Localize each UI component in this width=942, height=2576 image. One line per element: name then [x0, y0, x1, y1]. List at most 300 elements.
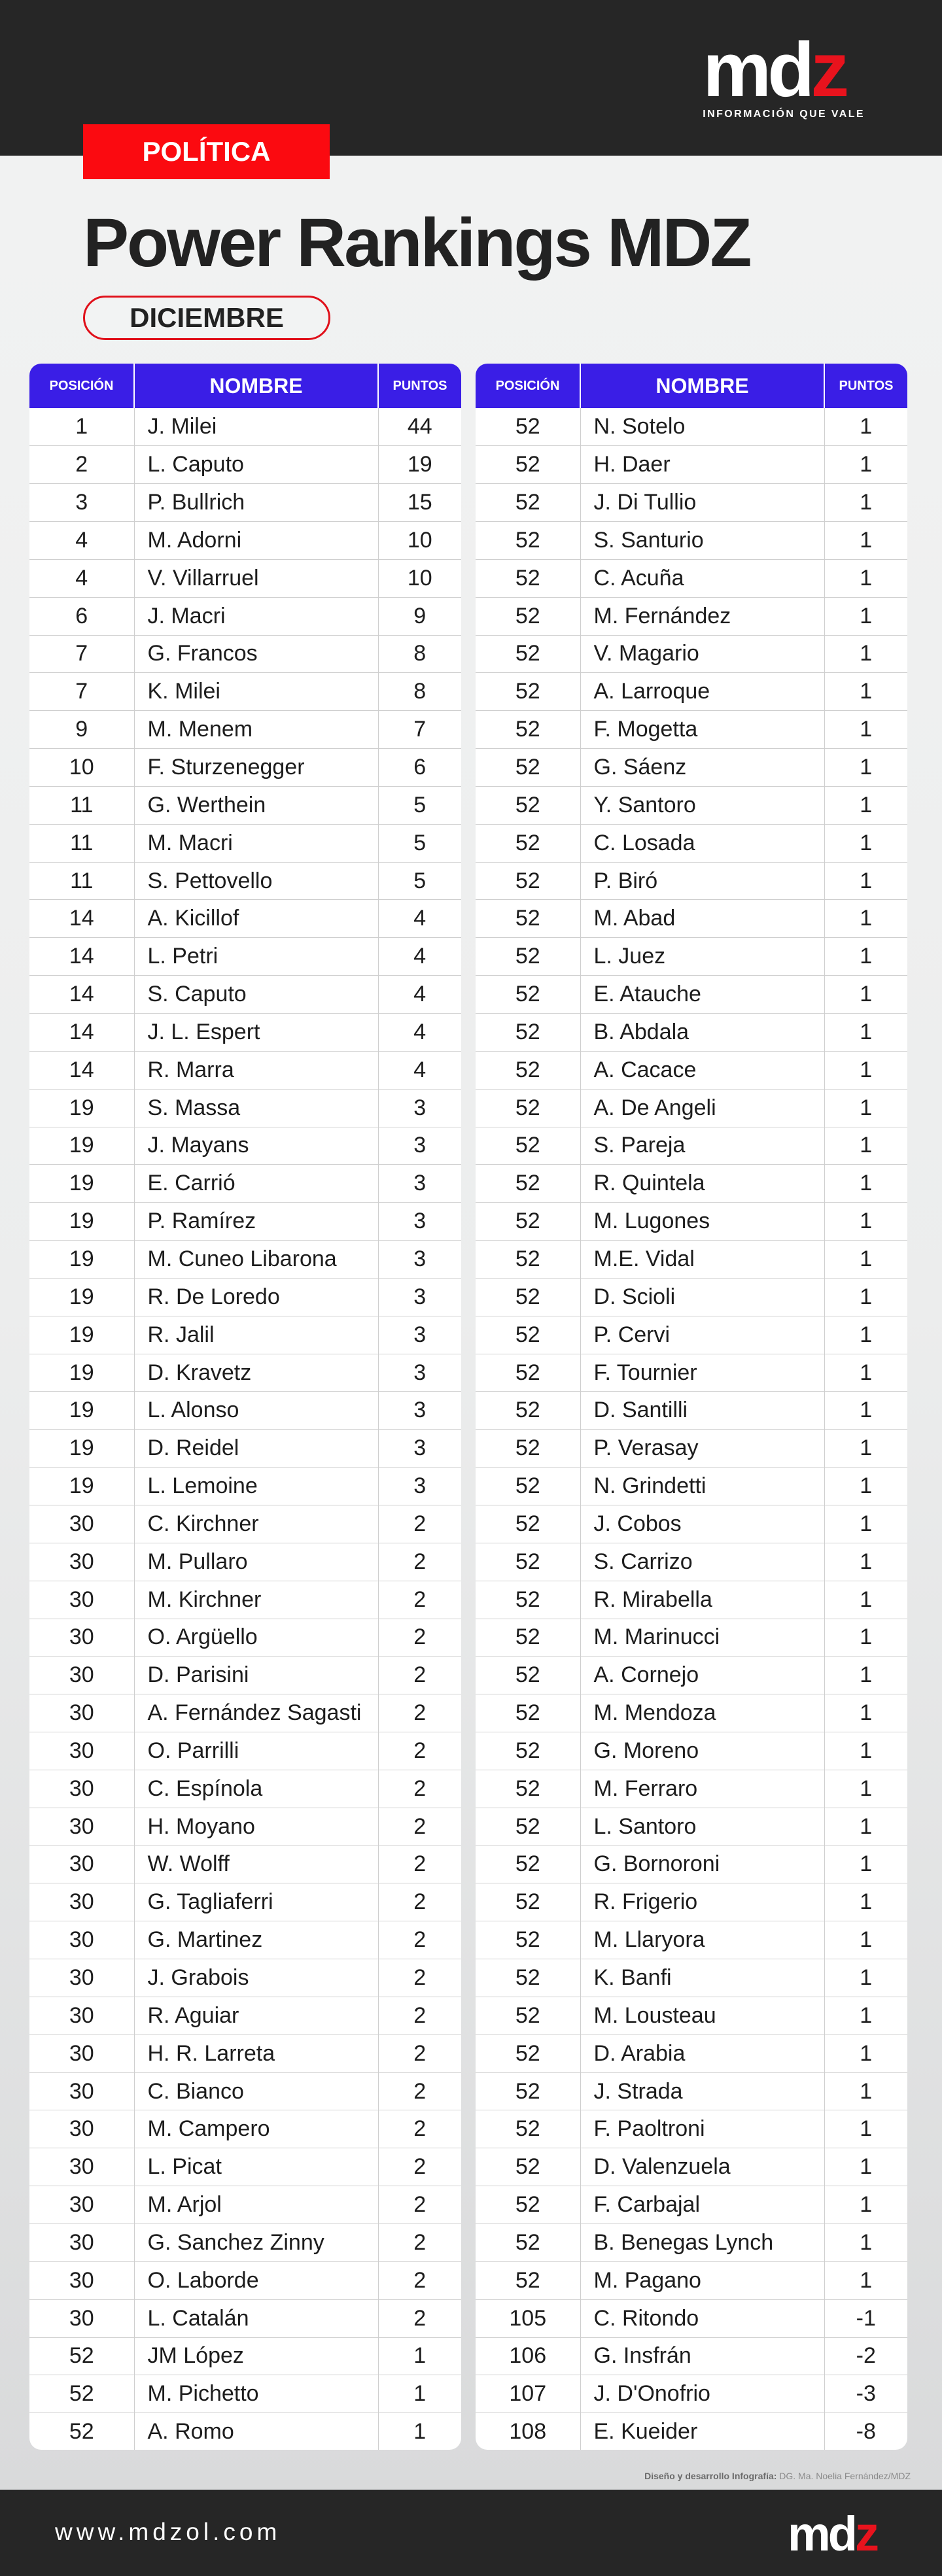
position-cell: 30 [29, 2261, 134, 2299]
name-cell: D. Santilli [580, 1392, 824, 1430]
table-row [29, 2224, 461, 2262]
points-cell: 1 [824, 1619, 907, 1657]
credit-name: DG. Ma. Noelia Fernández/MDZ [779, 2471, 911, 2481]
position-cell: 30 [29, 1808, 134, 1846]
points-cell: 2 [378, 1959, 461, 1997]
table-row [29, 1619, 461, 1657]
points-cell: 2 [378, 2110, 461, 2148]
position-cell: 30 [29, 2110, 134, 2148]
table-row [476, 1430, 907, 1468]
name-cell: W. Wolff [134, 1846, 378, 1883]
table-row [476, 1127, 907, 1165]
table-row [476, 1354, 907, 1392]
name-cell: M. Kirchner [134, 1581, 378, 1619]
table-row [476, 484, 907, 522]
position-cell: 52 [476, 1808, 580, 1846]
name-cell: A. Kicillof [134, 900, 378, 938]
points-cell: 1 [824, 938, 907, 976]
position-cell: 52 [476, 1883, 580, 1921]
table-row [29, 1203, 461, 1241]
position-cell: 52 [476, 1959, 580, 1997]
name-cell: H. Moyano [134, 1808, 378, 1846]
name-cell: J. Grabois [134, 1959, 378, 1997]
name-cell: G. Francos [134, 635, 378, 673]
position-cell: 52 [476, 1543, 580, 1581]
name-cell: L. Picat [134, 2148, 378, 2186]
name-cell: M. Lousteau [580, 1997, 824, 2035]
name-cell: P. Bullrich [134, 484, 378, 522]
points-cell: 1 [824, 1278, 907, 1316]
position-cell: 52 [476, 446, 580, 484]
position-cell: 4 [29, 522, 134, 560]
position-cell: 52 [476, 1997, 580, 2035]
points-cell: 4 [378, 1051, 461, 1089]
name-cell: V. Villarruel [134, 559, 378, 597]
position-cell: 30 [29, 2186, 134, 2224]
table-row [476, 522, 907, 560]
table-row [476, 711, 907, 749]
points-cell: 1 [824, 1203, 907, 1241]
points-cell: 1 [824, 2261, 907, 2299]
position-cell: 30 [29, 1959, 134, 1997]
table-row [476, 1241, 907, 1279]
points-cell: 1 [824, 2224, 907, 2262]
name-cell: P. Cervi [580, 1316, 824, 1354]
logo-tagline: INFORMACIÓN QUE VALE [703, 109, 865, 120]
name-cell: D. Scioli [580, 1278, 824, 1316]
table-row [29, 938, 461, 976]
points-cell: 1 [824, 1505, 907, 1543]
name-cell: F. Paoltroni [580, 2110, 824, 2148]
position-cell: 52 [476, 1657, 580, 1694]
table-row [29, 2375, 461, 2413]
name-cell: O. Argüello [134, 1619, 378, 1657]
points-cell: 2 [378, 2299, 461, 2337]
table-row [29, 484, 461, 522]
name-cell: C. Acuña [580, 559, 824, 597]
points-cell: 3 [378, 1354, 461, 1392]
header-position: POSICIÓN [476, 364, 580, 408]
table-row [29, 1657, 461, 1694]
points-cell: -3 [824, 2375, 907, 2413]
position-cell: 52 [476, 1014, 580, 1052]
table-row [476, 976, 907, 1014]
name-cell: M.E. Vidal [580, 1241, 824, 1279]
position-cell: 52 [476, 862, 580, 900]
table-row [29, 1430, 461, 1468]
table-body-left [29, 408, 461, 2450]
points-cell: 2 [378, 2035, 461, 2072]
position-cell: 30 [29, 1694, 134, 1732]
name-cell: A. De Angeli [580, 1089, 824, 1127]
table-row [29, 2261, 461, 2299]
table-row [29, 2299, 461, 2337]
position-cell: 52 [476, 2035, 580, 2072]
name-cell: J. Macri [134, 597, 378, 635]
name-cell: J. Milei [134, 408, 378, 446]
table-row [29, 2413, 461, 2450]
position-cell: 52 [476, 2224, 580, 2262]
position-cell: 19 [29, 1316, 134, 1354]
credit-label: Diseño y desarrollo Infografía: [644, 2471, 777, 2481]
table-row [29, 976, 461, 1014]
ranking-table-left [29, 364, 461, 2450]
name-cell: B. Abdala [580, 1014, 824, 1052]
points-cell: 5 [378, 824, 461, 862]
name-cell: S. Pareja [580, 1127, 824, 1165]
table-row [476, 1051, 907, 1089]
table-row [476, 2413, 907, 2450]
table-row [476, 2186, 907, 2224]
name-cell: D. Parisini [134, 1657, 378, 1694]
position-cell: 52 [476, 938, 580, 976]
name-cell: N. Grindetti [580, 1468, 824, 1505]
table-row [29, 862, 461, 900]
points-cell: 4 [378, 900, 461, 938]
position-cell: 1 [29, 408, 134, 446]
position-cell: 19 [29, 1278, 134, 1316]
table-row [476, 786, 907, 824]
position-cell: 19 [29, 1468, 134, 1505]
table-row [29, 1127, 461, 1165]
name-cell: G. Bornoroni [580, 1846, 824, 1883]
points-cell: 8 [378, 673, 461, 711]
name-cell: F. Carbajal [580, 2186, 824, 2224]
position-cell: 52 [476, 1354, 580, 1392]
position-cell: 52 [476, 1505, 580, 1543]
name-cell: G. Sáenz [580, 749, 824, 787]
position-cell: 14 [29, 1014, 134, 1052]
name-cell: R. Jalil [134, 1316, 378, 1354]
footer-bar [0, 2490, 942, 2576]
position-cell: 52 [476, 1619, 580, 1657]
points-cell: 1 [824, 2186, 907, 2224]
points-cell: 3 [378, 1278, 461, 1316]
table-row [29, 824, 461, 862]
table-row [29, 673, 461, 711]
points-cell: 1 [824, 1430, 907, 1468]
table-row [29, 597, 461, 635]
position-cell: 52 [476, 2110, 580, 2148]
position-cell: 30 [29, 2035, 134, 2072]
table-row [29, 1543, 461, 1581]
name-cell: M. Abad [580, 900, 824, 938]
points-cell: 1 [824, 1808, 907, 1846]
position-cell: 52 [476, 711, 580, 749]
table-row [476, 1089, 907, 1127]
position-cell: 52 [476, 484, 580, 522]
points-cell: 2 [378, 2261, 461, 2299]
table-body-right [476, 408, 907, 2450]
points-cell: 2 [378, 2072, 461, 2110]
position-cell: 52 [476, 1392, 580, 1430]
footer-url-link[interactable]: www.mdzol.com [55, 2518, 281, 2545]
position-cell: 108 [476, 2413, 580, 2450]
points-cell: 1 [824, 1657, 907, 1694]
name-cell: P. Ramírez [134, 1203, 378, 1241]
points-cell: 1 [824, 673, 907, 711]
name-cell: G. Tagliaferri [134, 1883, 378, 1921]
points-cell: 1 [824, 862, 907, 900]
table-row [476, 2072, 907, 2110]
position-cell: 52 [476, 1165, 580, 1203]
position-cell: 52 [476, 2072, 580, 2110]
position-cell: 52 [476, 2261, 580, 2299]
section-tag: POLÍTICA [83, 124, 330, 179]
points-cell: 10 [378, 559, 461, 597]
position-cell: 3 [29, 484, 134, 522]
points-cell: 2 [378, 1505, 461, 1543]
name-cell: C. Ritondo [580, 2299, 824, 2337]
points-cell: 2 [378, 1846, 461, 1883]
table-row [476, 2148, 907, 2186]
position-cell: 52 [476, 1278, 580, 1316]
name-cell: L. Catalán [134, 2299, 378, 2337]
position-cell: 30 [29, 1619, 134, 1657]
position-cell: 52 [476, 976, 580, 1014]
name-cell: M. Mendoza [580, 1694, 824, 1732]
name-cell: J. Di Tullio [580, 484, 824, 522]
table-row [29, 1997, 461, 2035]
table-row [476, 2375, 907, 2413]
position-cell: 14 [29, 938, 134, 976]
position-cell: 11 [29, 786, 134, 824]
position-cell: 6 [29, 597, 134, 635]
footer-logo-accent: z [855, 2507, 877, 2561]
table-row [29, 786, 461, 824]
name-cell: C. Bianco [134, 2072, 378, 2110]
position-cell: 11 [29, 862, 134, 900]
position-cell: 19 [29, 1354, 134, 1392]
points-cell: 2 [378, 1808, 461, 1846]
position-cell: 52 [476, 1127, 580, 1165]
points-cell: 1 [824, 976, 907, 1014]
table-row [29, 1694, 461, 1732]
table-row [29, 2072, 461, 2110]
position-cell: 107 [476, 2375, 580, 2413]
name-cell: S. Santurio [580, 522, 824, 560]
name-cell: M. Llaryora [580, 1921, 824, 1959]
name-cell: G. Martinez [134, 1921, 378, 1959]
points-cell: 1 [824, 1694, 907, 1732]
position-cell: 14 [29, 900, 134, 938]
points-cell: 1 [824, 559, 907, 597]
table-row [476, 1959, 907, 1997]
table-row [29, 522, 461, 560]
position-cell: 2 [29, 446, 134, 484]
table-row [476, 1997, 907, 2035]
position-cell: 52 [476, 559, 580, 597]
name-cell: J. L. Espert [134, 1014, 378, 1052]
points-cell: 3 [378, 1203, 461, 1241]
position-cell: 14 [29, 976, 134, 1014]
name-cell: Y. Santoro [580, 786, 824, 824]
table-row [29, 1921, 461, 1959]
position-cell: 30 [29, 1732, 134, 1770]
logo-main: md [703, 27, 811, 113]
table-row [29, 2337, 461, 2375]
position-cell: 52 [476, 786, 580, 824]
position-cell: 4 [29, 559, 134, 597]
points-cell: 5 [378, 862, 461, 900]
name-cell: A. Cacace [580, 1051, 824, 1089]
name-cell: K. Milei [134, 673, 378, 711]
table-row [476, 2261, 907, 2299]
table-row [29, 1581, 461, 1619]
position-cell: 52 [29, 2337, 134, 2375]
table-row [476, 408, 907, 446]
position-cell: 52 [476, 1468, 580, 1505]
points-cell: 1 [824, 522, 907, 560]
table-row [29, 1505, 461, 1543]
position-cell: 30 [29, 1997, 134, 2035]
position-cell: 30 [29, 2072, 134, 2110]
table-row [29, 1846, 461, 1883]
position-cell: 9 [29, 711, 134, 749]
position-cell: 52 [476, 1203, 580, 1241]
position-cell: 30 [29, 1543, 134, 1581]
name-cell: E. Carrió [134, 1165, 378, 1203]
points-cell: 1 [824, 749, 907, 787]
position-cell: 106 [476, 2337, 580, 2375]
table-row [476, 1468, 907, 1505]
table-row [29, 1808, 461, 1846]
points-cell: 19 [378, 446, 461, 484]
name-cell: D. Arabia [580, 2035, 824, 2072]
points-cell: 1 [378, 2375, 461, 2413]
name-cell: A. Larroque [580, 673, 824, 711]
table-row [476, 1921, 907, 1959]
points-cell: 1 [824, 1997, 907, 2035]
position-cell: 52 [476, 1770, 580, 1808]
table-row [476, 1732, 907, 1770]
points-cell: 4 [378, 1014, 461, 1052]
name-cell: O. Laborde [134, 2261, 378, 2299]
table-row [476, 559, 907, 597]
position-cell: 19 [29, 1165, 134, 1203]
name-cell: B. Benegas Lynch [580, 2224, 824, 2262]
points-cell: 1 [824, 1921, 907, 1959]
points-cell: 2 [378, 1921, 461, 1959]
position-cell: 19 [29, 1241, 134, 1279]
table-row [29, 2035, 461, 2072]
table-row [476, 2110, 907, 2148]
name-cell: A. Cornejo [580, 1657, 824, 1694]
position-cell: 52 [476, 749, 580, 787]
table-row [476, 824, 907, 862]
name-cell: M. Marinucci [580, 1619, 824, 1657]
points-cell: 10 [378, 522, 461, 560]
name-cell: M. Macri [134, 824, 378, 862]
position-cell: 52 [476, 900, 580, 938]
footer-mdz-logo[interactable] [788, 2507, 877, 2561]
name-cell: D. Reidel [134, 1430, 378, 1468]
position-cell: 52 [476, 1694, 580, 1732]
name-cell: L. Juez [580, 938, 824, 976]
points-cell: 8 [378, 635, 461, 673]
table-row [29, 1165, 461, 1203]
points-cell: 1 [824, 1846, 907, 1883]
table-row [476, 635, 907, 673]
points-cell: 1 [824, 1392, 907, 1430]
table-row [476, 1657, 907, 1694]
position-cell: 19 [29, 1203, 134, 1241]
name-cell: H. Daer [580, 446, 824, 484]
points-cell: 1 [824, 484, 907, 522]
name-cell: D. Valenzuela [580, 2148, 824, 2186]
points-cell: 1 [824, 2148, 907, 2186]
points-cell: 3 [378, 1468, 461, 1505]
position-cell: 30 [29, 1846, 134, 1883]
name-cell: M. Ferraro [580, 1770, 824, 1808]
points-cell: 1 [824, 446, 907, 484]
points-cell: 2 [378, 1883, 461, 1921]
table-row [476, 900, 907, 938]
table-row [476, 1846, 907, 1883]
points-cell: 3 [378, 1241, 461, 1279]
name-cell: L. Santoro [580, 1808, 824, 1846]
points-cell: 5 [378, 786, 461, 824]
ranking-table-right [476, 364, 907, 2450]
name-cell: L. Petri [134, 938, 378, 976]
points-cell: 3 [378, 1316, 461, 1354]
name-cell: S. Massa [134, 1089, 378, 1127]
name-cell: S. Pettovello [134, 862, 378, 900]
points-cell: 1 [824, 408, 907, 446]
points-cell: 2 [378, 1997, 461, 2035]
name-cell: M. Lugones [580, 1203, 824, 1241]
points-cell: 3 [378, 1089, 461, 1127]
name-cell: P. Biró [580, 862, 824, 900]
name-cell: G. Werthein [134, 786, 378, 824]
points-cell: 4 [378, 976, 461, 1014]
points-cell: 1 [824, 786, 907, 824]
position-cell: 19 [29, 1127, 134, 1165]
points-cell: 1 [824, 1354, 907, 1392]
position-cell: 30 [29, 2148, 134, 2186]
position-cell: 52 [476, 1732, 580, 1770]
points-cell: 1 [824, 1883, 907, 1921]
position-cell: 52 [476, 522, 580, 560]
table-row [476, 1581, 907, 1619]
table-row [476, 1014, 907, 1052]
points-cell: 1 [824, 824, 907, 862]
points-cell: 2 [378, 2148, 461, 2186]
name-cell: M. Pichetto [134, 2375, 378, 2413]
name-cell: A. Romo [134, 2413, 378, 2450]
table-row [29, 1316, 461, 1354]
points-cell: -1 [824, 2299, 907, 2337]
points-cell: 2 [378, 1770, 461, 1808]
position-cell: 30 [29, 1921, 134, 1959]
position-cell: 19 [29, 1430, 134, 1468]
position-cell: 7 [29, 673, 134, 711]
name-cell: M. Pagano [580, 2261, 824, 2299]
position-cell: 7 [29, 635, 134, 673]
table-row [29, 1014, 461, 1052]
points-cell: -2 [824, 2337, 907, 2375]
position-cell: 52 [476, 1316, 580, 1354]
design-credit [644, 2471, 911, 2481]
points-cell: 1 [824, 1959, 907, 1997]
points-cell: 2 [378, 1694, 461, 1732]
name-cell: C. Kirchner [134, 1505, 378, 1543]
name-cell: N. Sotelo [580, 408, 824, 446]
mdz-logo[interactable] [703, 27, 865, 120]
points-cell: 3 [378, 1165, 461, 1203]
table-row [29, 2110, 461, 2148]
points-cell: 1 [378, 2337, 461, 2375]
